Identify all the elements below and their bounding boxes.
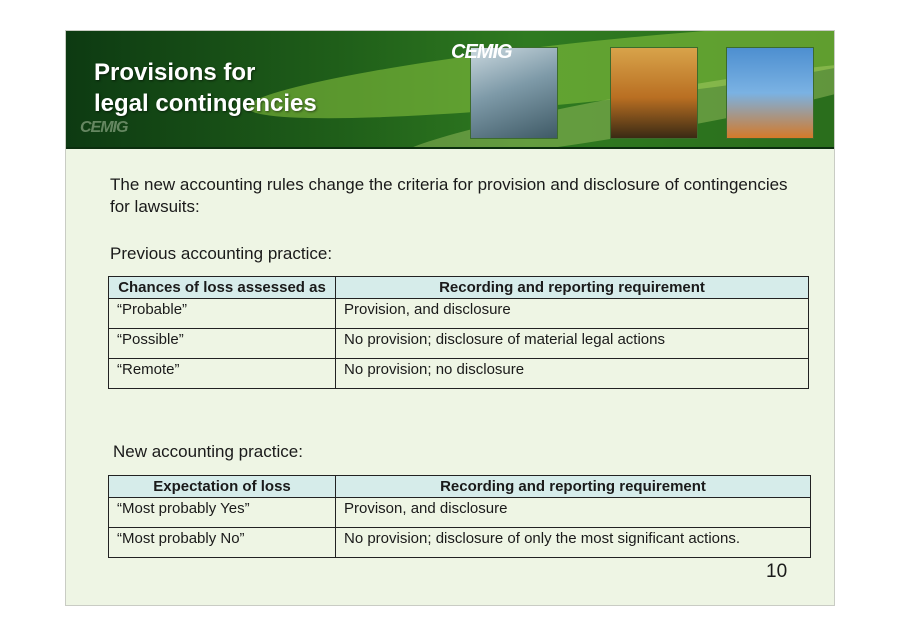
slide [65,30,835,606]
slide-title [94,57,317,119]
page-number: 10 [766,561,788,582]
table-header-row [109,277,809,299]
previous-practice-label: Previous accounting practice: [110,244,333,263]
table-cell: “Remote” [109,359,336,389]
column-header: Recording and reporting requirement [336,476,811,498]
table-cell: “Probable” [109,299,336,329]
table-row [109,329,809,359]
table-cell: No provision; disclosure of material legal actions [336,329,809,359]
banner-divider [66,147,834,149]
new-practice-label: New accounting practice: [113,442,303,461]
new-practice-table [108,475,811,558]
table-cell: Provision, and disclosure [336,299,809,329]
column-header: Expectation of loss [109,476,336,498]
lineman-worker-photo [726,47,814,139]
column-header: Recording and reporting requirement [336,277,809,299]
table-cell: “Most probably Yes” [109,498,336,528]
table-header-row [109,476,811,498]
table-cell: No provision; no disclosure [336,359,809,389]
table-cell: No provision; disclosure of only the most significant actions. [336,528,811,558]
cemig-logo-small: CEMIG [80,119,128,136]
table-cell: “Possible” [109,329,336,359]
header-banner [66,31,834,149]
intro-text: The new accounting rules change the criteria for provision and disclosure of contingencies for lawsuits: [110,175,788,216]
table-row [109,359,809,389]
title-line-2: legal contingencies [94,90,317,117]
table-row [109,299,809,329]
table-row [109,498,811,528]
column-header: Chances of loss assessed as [109,277,336,299]
table-row [109,528,811,558]
table-cell: “Most probably No” [109,528,336,558]
previous-practice-table [108,276,809,389]
table-cell: Provison, and disclosure [336,498,811,528]
title-line-1: Provisions for [94,59,256,86]
power-tower-photo [610,47,698,139]
cemig-logo: CEMIG [451,41,512,63]
